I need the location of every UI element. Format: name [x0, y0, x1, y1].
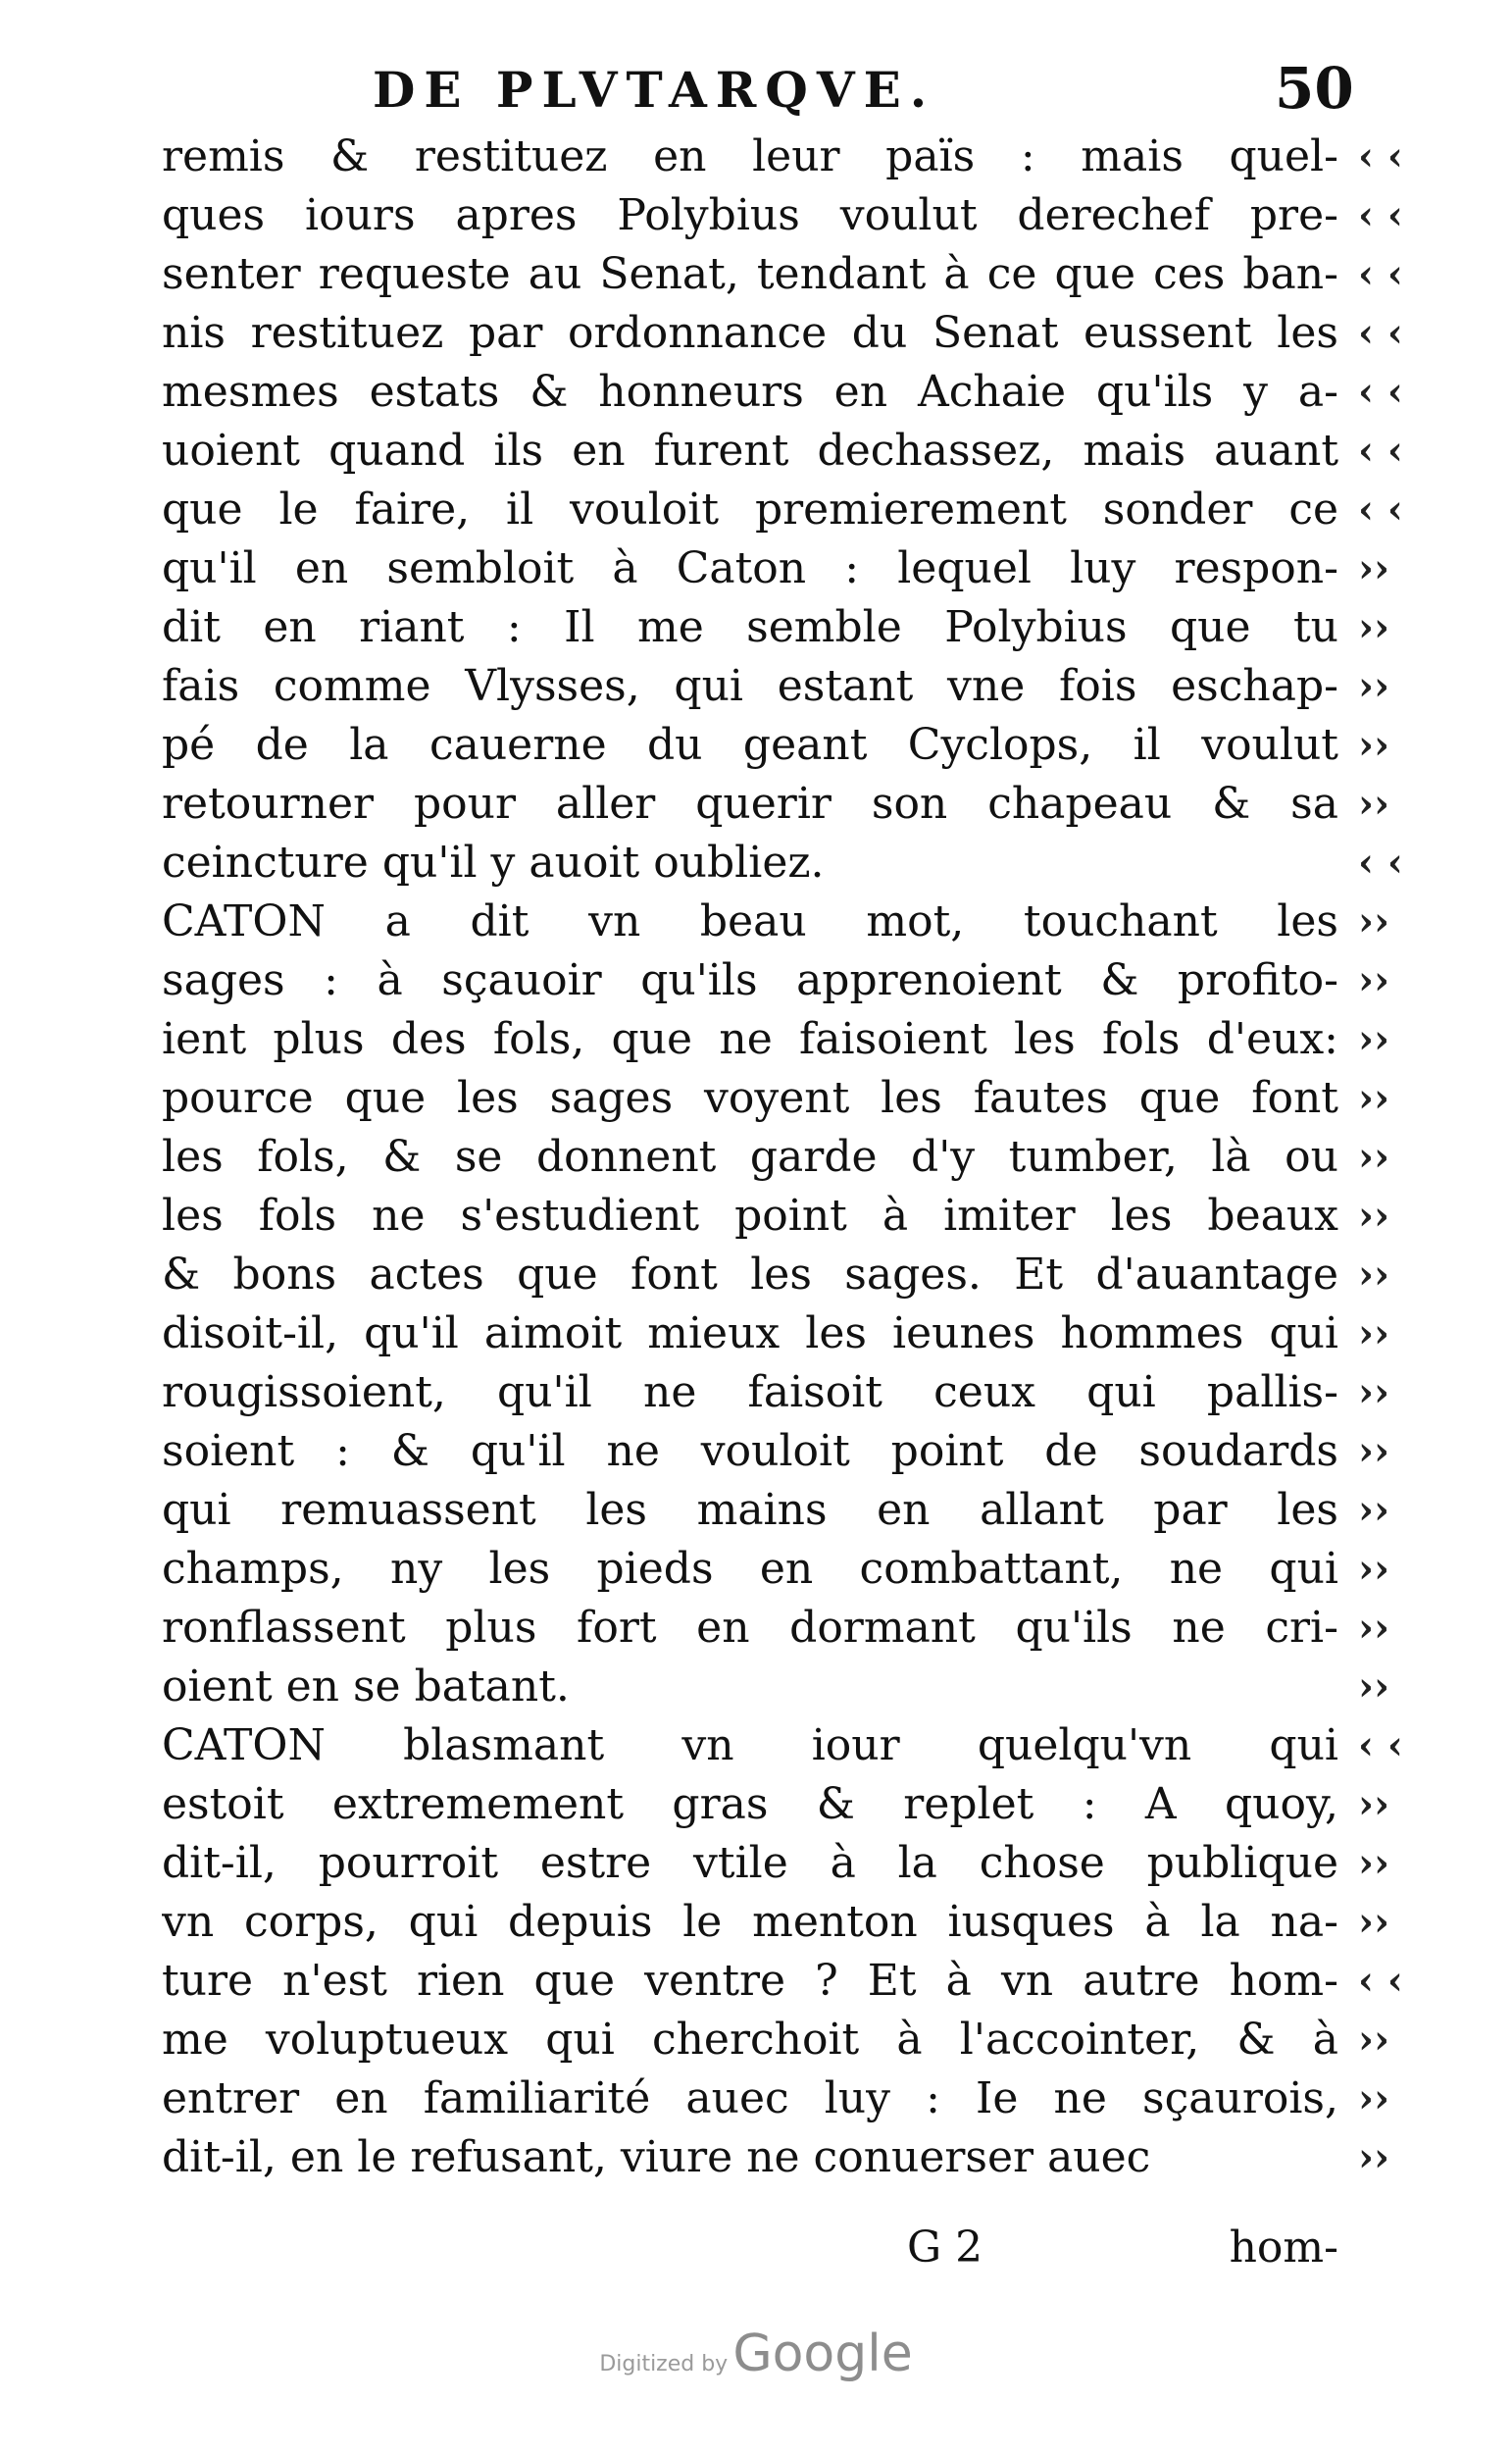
- text-line: CATON a dit vn beau mot, touchant les: [162, 896, 1338, 946]
- text-line: vn corps, qui depuis le menton iusques à la na-: [162, 1897, 1338, 1947]
- margin-quote-mark: ‹ ‹: [1358, 369, 1403, 415]
- margin-quote-mark: ››: [1358, 1781, 1389, 1827]
- margin-quote-mark: ››: [1358, 1487, 1389, 1533]
- margin-quote-mark: ››: [1358, 2017, 1389, 2063]
- watermark-prefix: Digitized by: [599, 2352, 729, 2376]
- text-line: pource que les sages voyent les fautes que font: [162, 1073, 1338, 1123]
- margin-quote-mark: ‹ ‹: [1358, 840, 1403, 886]
- text-line: qui remuassent les mains en allant par les: [162, 1485, 1338, 1535]
- text-line: remis & restituez en leur païs : mais quel-: [162, 131, 1338, 181]
- margin-quote-mark: ››: [1358, 781, 1389, 827]
- text-line: ceincture qu'il y auoit oubliez.: [162, 838, 825, 888]
- digitization-watermark: [0, 2324, 1512, 2383]
- text-line: me voluptueux qui cherchoit à l'accointer, & à: [162, 2015, 1338, 2065]
- margin-quote-mark: ‹ ‹: [1358, 1722, 1403, 1768]
- margin-quote-mark: ››: [1358, 1428, 1389, 1474]
- text-line: mesmes estats & honneurs en Achaie qu'ils y a-: [162, 367, 1338, 417]
- margin-quote-mark: ››: [1358, 722, 1389, 768]
- text-line: entrer en familiarité auec luy : Ie ne sçaurois,: [162, 2073, 1338, 2123]
- main-text: [162, 128, 1338, 2187]
- text-line: rougissoient, qu'il ne faisoit ceux qui pallis-: [162, 1367, 1338, 1417]
- text-line: retourner pour aller querir son chapeau & sa: [162, 779, 1338, 829]
- margin-quote-mark: ››: [1358, 604, 1389, 650]
- google-logo: Google: [732, 2324, 913, 2383]
- margin-quote-mark: ››: [1358, 1016, 1389, 1062]
- margin-quote-mark: ‹ ‹: [1358, 1958, 1403, 2004]
- text-line: qu'il en sembloit à Caton : lequel luy respon-: [162, 543, 1338, 593]
- margin-quote-mark: ››: [1358, 1605, 1389, 1651]
- margin-quote-mark: ››: [1358, 1663, 1389, 1710]
- text-line: & bons actes que font les sages. Et d'auantage: [162, 1250, 1338, 1300]
- text-line: disoit-il, qu'il aimoit mieux les ieunes hommes qui: [162, 1308, 1338, 1358]
- margin-quote-mark: ››: [1358, 1252, 1389, 1298]
- margin-quote-mark: ››: [1358, 1546, 1389, 1592]
- margin-quote-mark: ››: [1358, 898, 1389, 945]
- margin-quote-mark: ‹ ‹: [1358, 428, 1403, 474]
- signature-mark: G 2: [907, 2222, 983, 2273]
- page-number: 50: [1275, 55, 1354, 122]
- margin-quote-mark: ››: [1358, 1193, 1389, 1239]
- page-footer: [162, 2219, 1338, 2277]
- text-line: ient plus des fols, que ne faisoient les fols d'eux:: [162, 1014, 1338, 1064]
- margin-quote-mark: ››: [1358, 2134, 1389, 2180]
- margin-quote-mark: ››: [1358, 1840, 1389, 1886]
- text-line: oient en se batant.: [162, 1661, 570, 1711]
- margin-quote-mark: ››: [1358, 1369, 1389, 1415]
- text-line: dit-il, en le refusant, viure ne conuerser auec: [162, 2132, 1151, 2182]
- text-line: CATON blasmant vn iour quelqu'vn qui: [162, 1720, 1338, 1770]
- text-line: sages : à sçauoir qu'ils apprenoient & profito-: [162, 955, 1338, 1005]
- margin-quote-marks: [1358, 128, 1436, 2187]
- text-line: dit-il, pourroit estre vtile à la chose publique: [162, 1838, 1338, 1888]
- text-line: fais comme Vlysses, qui estant vne fois eschap-: [162, 661, 1338, 711]
- margin-quote-mark: ››: [1358, 1134, 1389, 1180]
- margin-quote-mark: ››: [1358, 1310, 1389, 1356]
- text-line: ronflassent plus fort en dormant qu'ils ne cri-: [162, 1603, 1338, 1653]
- text-line: soient : & qu'il ne vouloit point de soudards: [162, 1426, 1338, 1476]
- text-line: champs, ny les pieds en combattant, ne qui: [162, 1544, 1338, 1594]
- text-line: les fols, & se donnent garde d'y tumber, là ou: [162, 1132, 1338, 1182]
- margin-quote-mark: ››: [1358, 545, 1389, 591]
- text-line: nis restituez par ordonnance du Senat eussent les: [162, 308, 1338, 358]
- margin-quote-mark: ››: [1358, 957, 1389, 1003]
- margin-quote-mark: ‹ ‹: [1358, 251, 1403, 297]
- text-line: ture n'est rien que ventre ? Et à vn autre hom-: [162, 1956, 1338, 2006]
- margin-quote-mark: ››: [1358, 1899, 1389, 1945]
- margin-quote-mark: ‹ ‹: [1358, 192, 1403, 238]
- running-head: DE PLVTARQVE.: [373, 61, 936, 119]
- margin-quote-mark: ‹ ‹: [1358, 133, 1403, 179]
- text-line: estoit extremement gras & replet : A quoy,: [162, 1779, 1338, 1829]
- catchword: hom-: [1229, 2222, 1338, 2273]
- text-line: pé de la cauerne du geant Cyclops, il voulut: [162, 720, 1338, 770]
- text-line: ques iours apres Polybius voulut derechef pre-: [162, 190, 1338, 240]
- margin-quote-mark: ››: [1358, 2075, 1389, 2121]
- text-line: senter requeste au Senat, tendant à ce que ces ban-: [162, 249, 1338, 299]
- text-line: dit en riant : Il me semble Polybius que tu: [162, 602, 1338, 652]
- margin-quote-mark: ‹ ‹: [1358, 486, 1403, 533]
- text-line: les fols ne s'estudient point à imiter les beaux: [162, 1191, 1338, 1241]
- text-line: que le faire, il vouloit premierement sonder ce: [162, 485, 1338, 535]
- margin-quote-mark: ››: [1358, 1075, 1389, 1121]
- text-line: uoient quand ils en furent dechassez, mais auant: [162, 426, 1338, 476]
- margin-quote-mark: ››: [1358, 663, 1389, 709]
- margin-quote-mark: ‹ ‹: [1358, 310, 1403, 356]
